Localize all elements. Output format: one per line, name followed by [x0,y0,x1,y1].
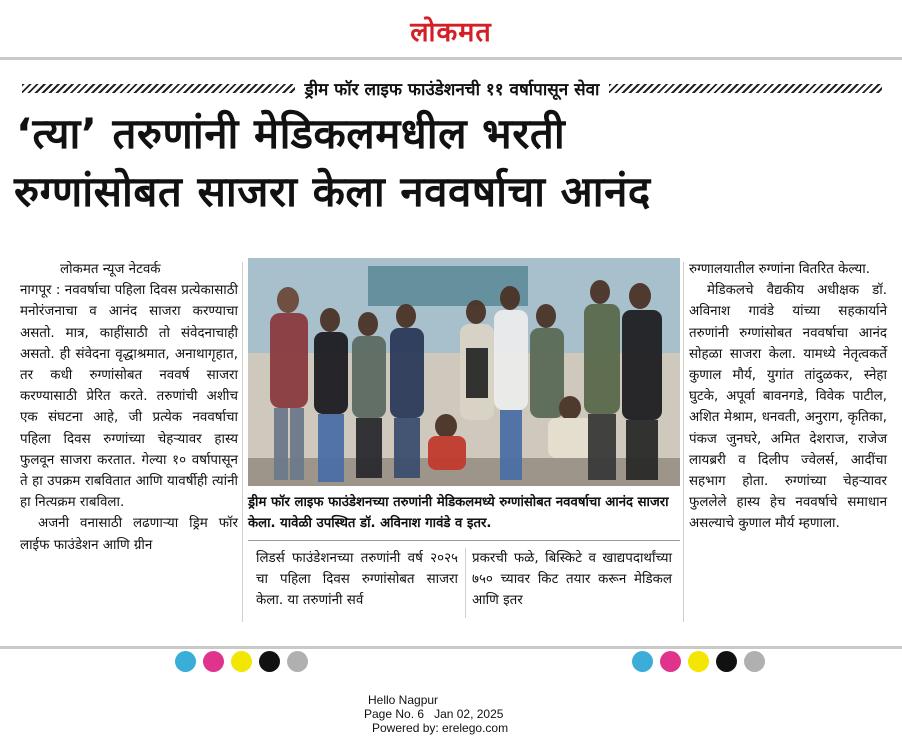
middle-paragraph-b: प्रकरची फळे, बिस्किटे व खाद्यपदार्थांच्या ७५० च्यावर किट तयार करून मेडिकल आणि इतर [472,551,672,609]
right-column [689,259,887,535]
left-column [20,259,238,556]
headline-line-1: ‘त्या’ तरुणांनी मेडिकलमधील भरती [16,109,566,158]
page-and-date [340,707,560,721]
column-divider [683,262,684,622]
cyan-dot [632,651,653,672]
registration-marks-left [175,651,308,672]
gray-dot [744,651,765,672]
headline-line-2: रुग्णांसोबत साजरा केला नववर्षाचा आनंद [14,167,651,216]
magenta-dot [660,651,681,672]
cyan-dot [175,651,196,672]
yellow-dot [688,651,709,672]
edition-date: Jan 02, 2025 [434,707,504,721]
middle-column-b [472,548,672,612]
black-dot [716,651,737,672]
news-photo [248,258,680,486]
left-paragraph-1: नागपूर : नववर्षाचा पहिला दिवस प्रत्येकासाठी मनोरंजनाचा व आनंद साजरा करण्याचा असतो. मात्र, काहींसाठी तो संवेदनाचाही असतो. ही संवेदना वृद्धाश्रमात, अनाथागृहात, तर कधी रुग्णांसोबत नववर्ष साजरा करण्यासाठी प्रेरित करते. तरुणांची अशीच एक संघटना आहे, जी प्रत्येक नववर्षाचा पहिला दिवस रुग्णांच्या चेहऱ्यावर हास्य फुलवून साजरा करतात. गेल्या १० वर्षापासून ते हा उपक्रम राबवितात आणि यावर्षीही त्यांनी हा नित्यक्रम राबविला. [20,283,238,511]
yellow-dot [231,651,252,672]
header-rule [0,57,902,60]
photo-caption: ड्रीम फॉर लाइफ फाउंडेशनच्या तरुणांनी मेडिकलमध्ये रुग्णांसोबत नववर्षाचा आनंद साजरा केला. यावेळी उपस्थित डॉ. अविनाश गावंडे व इतर. [248,495,669,531]
kicker [22,76,882,100]
caption-rule [248,540,680,541]
gray-dot [287,651,308,672]
column-divider [465,548,466,618]
middle-column-a [256,548,458,612]
kicker-text: ड्रीम फॉर लाइफ फाउंडेशनची ११ वर्षापासून सेवा [304,79,600,100]
masthead [0,0,902,58]
column-divider [242,262,243,622]
magenta-dot [203,651,224,672]
byline: लोकमत न्यूज नेटवर्क [60,262,161,277]
newspaper-logo: लोकमत [410,17,492,48]
kicker-hatch-right [609,84,882,93]
edition-name: Hello Nagpur [368,693,439,707]
middle-paragraph-a: लिडर्स फाउंडेशनच्या तरुणांनी वर्ष २०२५ चा पहिला दिवस रुग्णांसोबत साजरा केला. या तरुणांनी सर्व [256,551,458,609]
group-photo-icon [248,258,680,486]
page-footer [340,693,560,735]
page-number: Page No. 6 [364,707,425,721]
right-paragraph-2: मेडिकलचे वैद्यकीय अधीक्षक डॉ. अविनाश गावंडे यांच्या सहकार्याने तरुणांनी रुग्णांसोबत नववर्षाचा आनंद सोहळा साजरा केला. यामध्ये नेतृत्वकर्ते कुणाल मौर्य, युगांत तांदुळकर, स्नेहा घुटके, अपूर्वा बावनगडे, विवेक पाटील, अशित मेश्राम, धनवती, अनुराग, कृतिका, पंकज जुनघरे, अमित देशराज, राजेज लायब्ररी व दिलीप ज्वेलर्स, आदींचा सहभाग होता. रुग्णांच्या चेहऱ्यावर फुललेले हास्य हेच नववर्षाचे समाधान असल्याचे कुणाल मौर्य म्हणाला. [689,283,887,532]
powered-by: Powered by: erelego.com [372,721,509,735]
black-dot [259,651,280,672]
bottom-rule [0,646,902,649]
kicker-hatch-left [22,84,295,93]
left-paragraph-2: अजनी वनासाठी लढणाऱ्या ड्रिम फॉर लाईफ फाउंडेशन आणि ग्रीन [20,516,238,553]
right-paragraph-1: रुग्णालयातील रुग्णांना वितरित केल्या. [689,262,871,277]
registration-marks-right [632,651,765,672]
